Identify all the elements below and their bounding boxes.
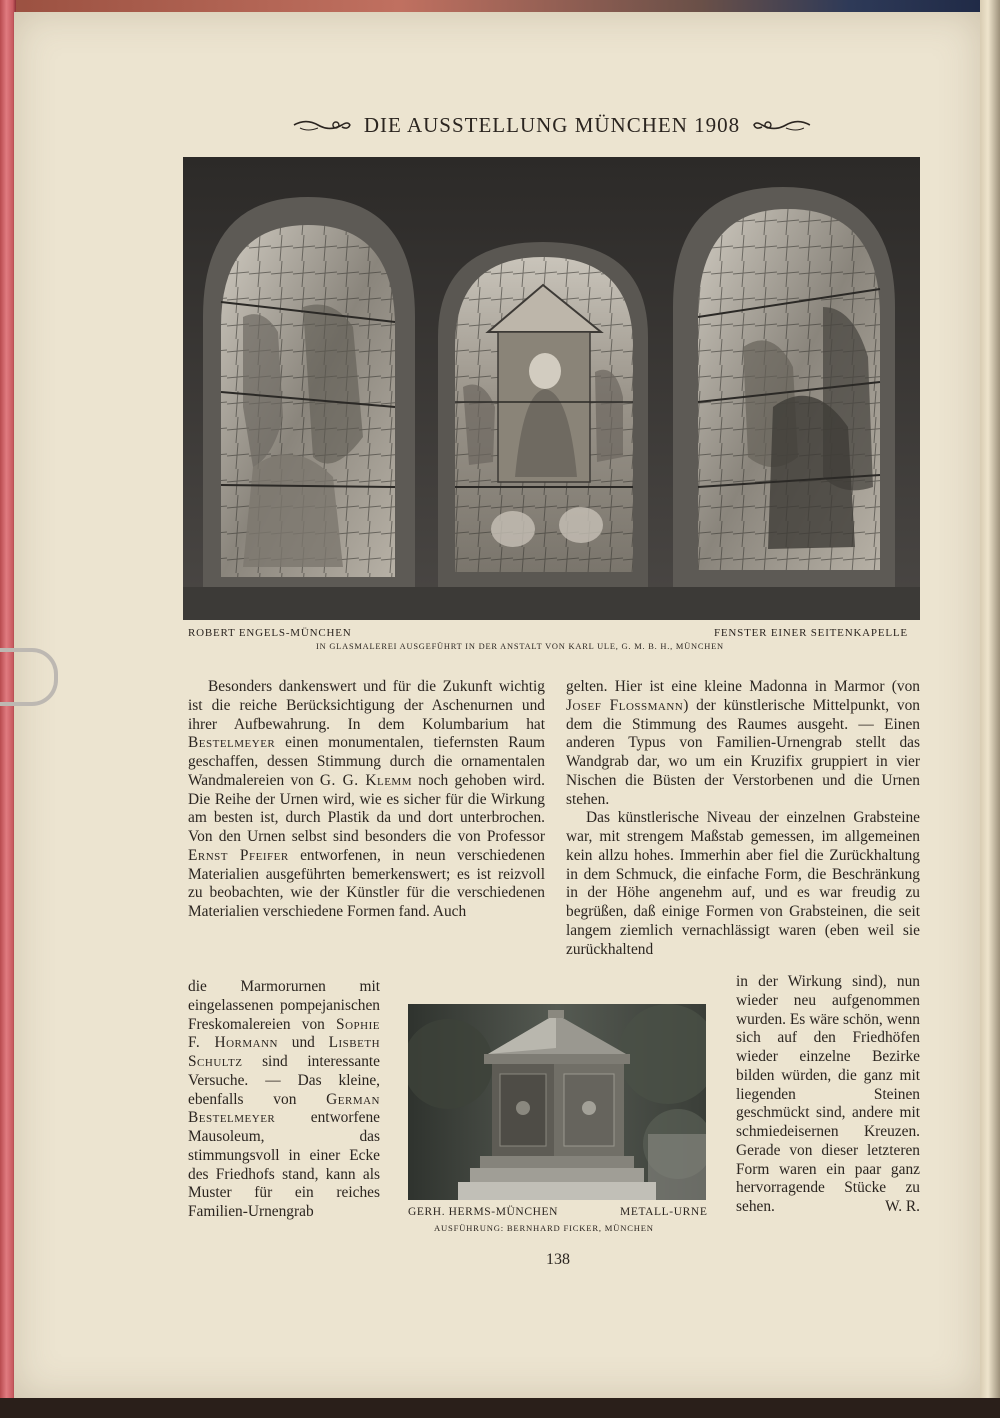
- article-column-left-narrow: [188, 978, 380, 1222]
- name-schultz: Lisbeth Schultz: [188, 1034, 381, 1070]
- caption-credit-top: IN GLASMALEREI AUSGEFÜHRT IN DER ANSTALT VON KARL ULE, G. M. B. H., MÜNCHEN: [316, 642, 724, 651]
- metal-urn-photo: [408, 1004, 706, 1200]
- stained-glass-illustration: [183, 157, 920, 620]
- name-german-bestelmeyer: German Bestelmeyer: [188, 1090, 380, 1127]
- article-column-right-narrow: [736, 973, 920, 1217]
- text-run: einen monumentalen, tiefernsten Raum geschaffen, dessen Stimmung durch die ornamentalen Wandmalereien von: [188, 734, 545, 789]
- author-initials: W. R.: [885, 1198, 920, 1215]
- book-shadow-bottom: [0, 1398, 1000, 1418]
- caption-artist-top: ROBERT ENGELS-MÜNCHEN: [188, 627, 352, 639]
- text-run: in der Wirkung sind), nun wieder neu aufgenommen wurden. Es wäre schön, wenn sich auf den Friedhöfen wieder einzelne Bezirke bilden würden, die ganz mit liegenden Steinen geschmückt sind, andere mit schmiedeisernen Kreuzen. Gerade von dieser letzteren Form waren ein paar ganz hervorragende Stücke zu sehen.: [736, 973, 920, 1215]
- text-run: und: [277, 1034, 329, 1052]
- name-pfeifer: Ernst Pfeifer: [188, 846, 289, 864]
- name-flossmann: Josef Flossmann: [566, 696, 684, 714]
- ornament-left-icon: [292, 116, 354, 134]
- name-hormann: Sophie F. Hormann: [188, 1015, 380, 1052]
- ornament-right-icon: [750, 116, 812, 134]
- article-column-left: [188, 678, 545, 922]
- text-run: Besonders dankenswert und für die Zukunft wichtig ist die reiche Berücksichtigung der Aschenurnen und ihrer Aufbewahrung. In dem Kolumbarium hat: [188, 678, 545, 733]
- running-header: [292, 110, 812, 140]
- name-klemm: G. G. Klemm: [319, 771, 412, 789]
- paper-clip: [0, 648, 58, 706]
- page-number: 138: [546, 1251, 570, 1268]
- caption-title-top: FENSTER EINER SEITENKAPELLE: [714, 627, 908, 639]
- caption-title-bottom: METALL-URNE: [620, 1206, 708, 1218]
- text-run: ) der künstlerische Mittelpunkt, von dem die Stimmung des Raumes ausgeht. — Einen anderen Typus von Familien-Urnengrab stellt das Wandgrab dar, wo um ein Kruzifix gruppiert in vier Nischen die Büsten der Verstorbenen und die Urnen stehen.: [566, 696, 920, 808]
- caption-credit-bottom: AUSFÜHRUNG: BERNHARD FICKER, MÜNCHEN: [434, 1223, 654, 1233]
- article-column-right: [566, 678, 920, 959]
- name-bestelmeyer: Bestelmeyer: [188, 734, 276, 752]
- text-run: entworfenen, in neun verschiedenen Materialien ausgeführten bemerkenswert; es ist reizvoll zu beobachten, wie der Künstler für die verschiedenen Materialien verschiedene Formen fand. Auch: [188, 846, 545, 920]
- text-run: entworfene Mausoleum, das stimmungsvoll in einer Ecke des Friedhofs stand, kann als Muster für ein reiches Familien-Urnengrab: [188, 1109, 380, 1220]
- page-title: DIE AUSSTELLUNG MÜNCHEN 1908: [363, 112, 741, 137]
- text-run: die Marmorurnen mit eingelassenen pompejanischen Freskomalereien von: [188, 978, 380, 1033]
- book-edge-right: [980, 0, 1000, 1418]
- text-run: gelten. Hier ist eine kleine Madonna in Marmor (von: [566, 678, 920, 695]
- text-run: sind interessante Versuche. — Das kleine, ebenfalls von: [188, 1053, 380, 1108]
- stained-glass-windows-photo: [183, 157, 920, 620]
- paragraph-grabsteine: Das künstlerische Niveau der einzelnen Grabsteine war, mit strengem Maßstab gemessen, im allgemeinen kein allzu hohes. Immerhin aber fiel die Zurückhaltung in dem Schmuck, die einfache Form, die Beschränkung in der Höhe angenehm auf, und es war freudig zu begrüßen, daß einige Formen von Grabsteinen, die seit langem ziemlich vernachlässigt waren (eben weil sie zurückhaltend: [566, 809, 920, 958]
- urn-illustration: [408, 1004, 706, 1200]
- caption-artist-bottom: GERH. HERMS-MÜNCHEN: [408, 1206, 559, 1218]
- text-run: noch gehoben wird. Die Reihe der Urnen wird, wie es sicher für die Wirkung am besten ist, durch Plastik da und dort unterbrochen. Von den Urnen selbst sind besonders die von Professor: [188, 771, 545, 845]
